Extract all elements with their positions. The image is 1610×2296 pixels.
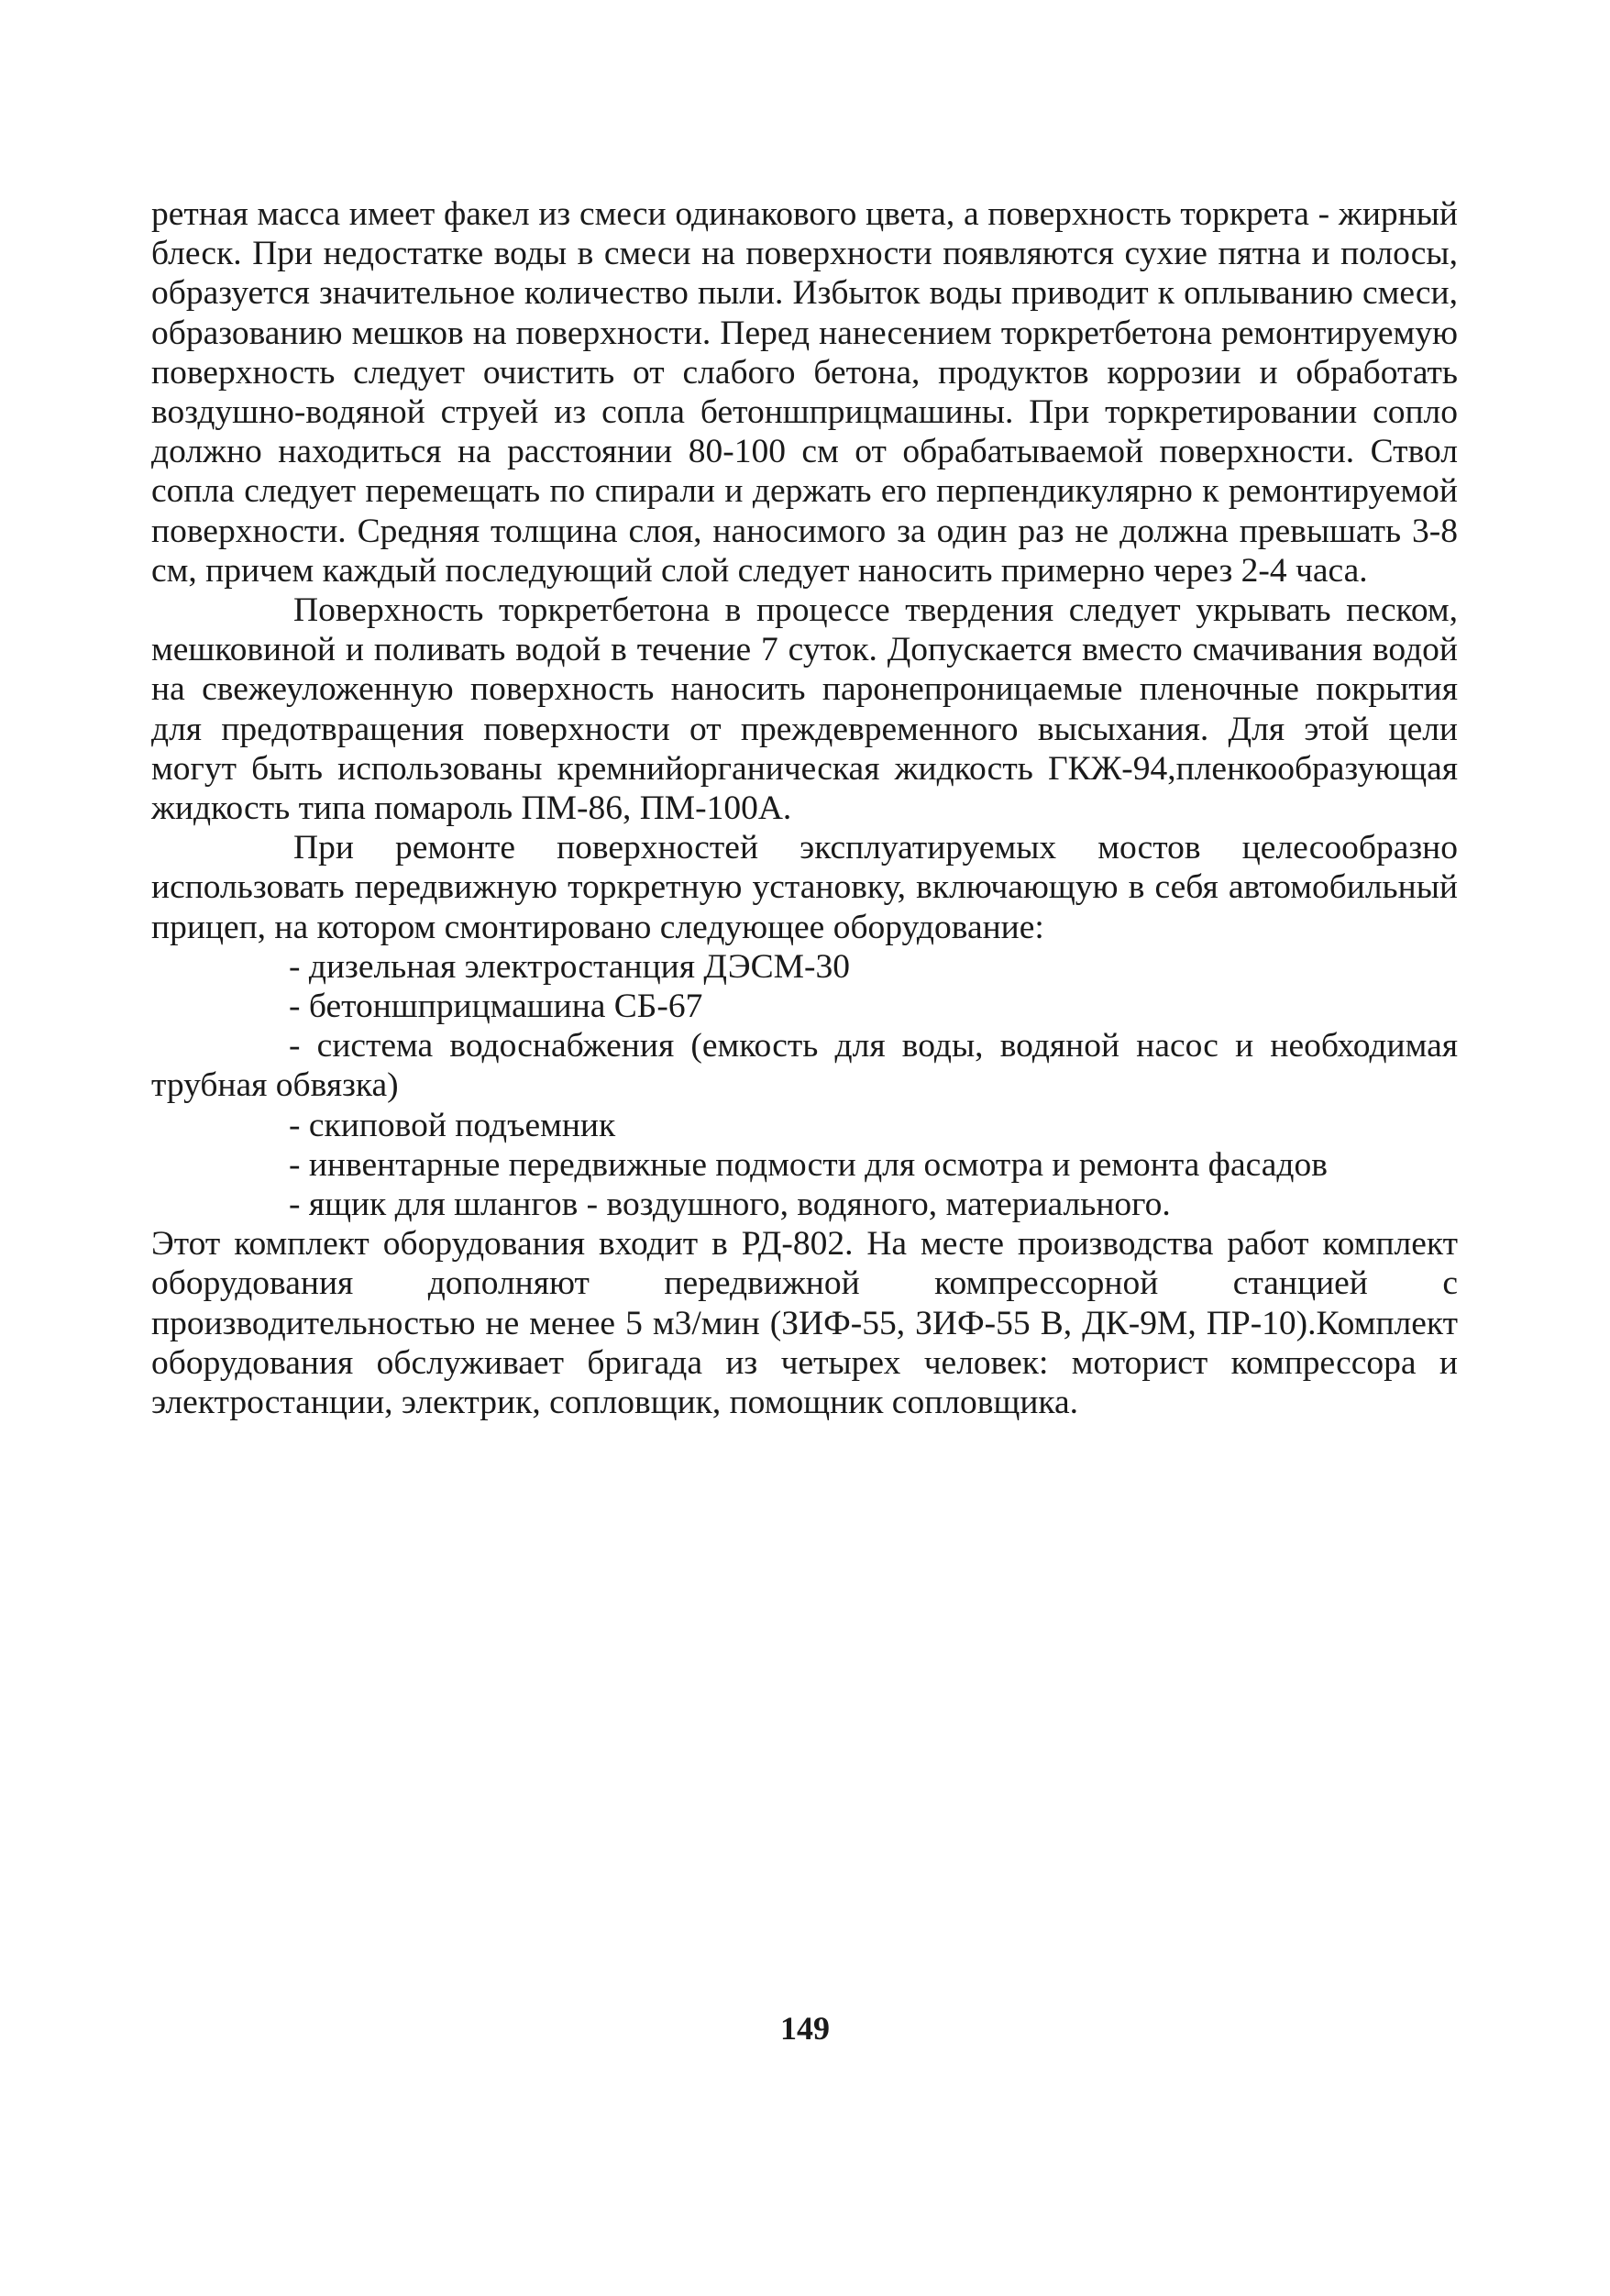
list-item: - дизельная электростанция ДЭСМ-30 xyxy=(289,947,850,986)
page-number: 149 xyxy=(780,2010,830,2047)
body-text xyxy=(151,194,1458,1422)
list-item: - инвентарные передвижные подмости для осмотра и ремонта фасадов xyxy=(289,1145,1328,1184)
paragraph-equipment-intro: При ремонте поверхностей эксплуатируемых мостов целесообразно использовать передвижную торкретную установку, включающую в себя автомобильный прицеп, на котором смонтировано следующее оборудование: xyxy=(151,829,1458,946)
list-item: - бетоншприцмашина СБ-67 xyxy=(289,988,703,1026)
list-item: - ящик для шлангов - воздушного, водяного, материального. xyxy=(289,1186,1171,1224)
list-item: - система водоснабжения (емкость для воды, водяной насос и необходимая трубная обвязка) xyxy=(151,1027,1458,1105)
list-item: - скиповой подъемник xyxy=(289,1106,616,1144)
paragraph-closing: Этот комплект оборудования входит в РД-802. На месте производства работ комплект оборудования дополняют передвижной компрессорной станцией с производительностью не менее 5 м3/мин (ЗИФ-55, ЗИФ-55 В, ДК-9М, ПР-10).Комплект оборудования обслуживает бригада из четырех человек: моторист компрессора и электростанции, электрик, сопловщик, помощник сопловщика. xyxy=(151,1225,1458,1422)
paragraph-curing: Поверхность торкретбетона в процессе твердения следует укрывать песком, мешковиной и поливать водой в течение 7 суток. Допускается вместо смачивания водой на свежеуложенную поверхность наносить паронепроницаемые пленочные покрытия для предотвращения поверхности от преждевременного высыхания. Для этой цели могут быть использованы кремнийорганическая жидкость ГКЖ-94,пленкообразующая жидкость типа помароль ПМ-86, ПМ-100А. xyxy=(151,591,1458,828)
paragraph-continuation: ретная масса имеет факел из смеси одинакового цвета, а поверхность торкрета - жирный блеск. При недостатке воды в смеси на поверхности появляются сухие пятна и полосы, образуется значительное количество пыли. Избыток воды приводит к оплыванию смеси, образованию мешков на поверхности. Перед нанесением торкретбетона ремонтируемую поверхность следует очистить от слабого бетона, продуктов коррозии и обработать воздушно-водяной струей из сопла бетоншприцмашины. При торкретировании сопло должно находиться на расстоянии 80-100 см от обрабатываемой поверхности. Ствол сопла следует перемещать по спирали и держать его перпендикулярно к ремонтируемой поверхности. Средняя толщина слоя, наносимого за один раз не должна превышать 3-8 см, причем каждый последующий слой следует наносить примерно через 2-4 часа. xyxy=(151,195,1458,590)
